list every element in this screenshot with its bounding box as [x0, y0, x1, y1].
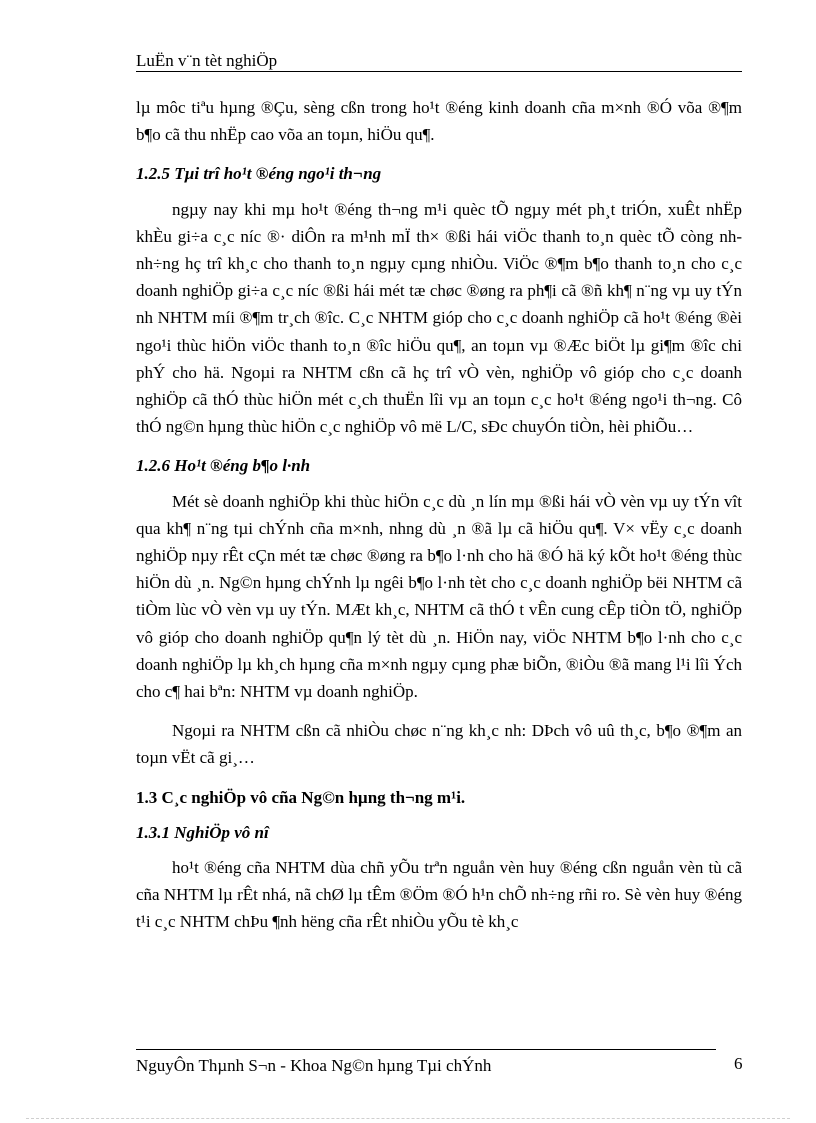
running-footer: NguyÔn Thµnh S¬n - Khoa Ng©n hµng Tµi chÝnh	[136, 1056, 492, 1075]
paragraph: ngµy nay khi mµ ho¹t ®éng th¬ng m¹i quèc tÕ ngµy mét ph¸t triÓn, xuÊt nhËp khÈu gi÷a c¸c níc ®· diÔn ra m¹nh mÏ th× ®ßi hái viÖc thanh to¸n quèc tÕ còng nh nh÷ng hç trî kh¸c cho thanh to¸n ngµy cµng nhiÒu. ViÖc ®¶m b¶o thanh to¸n cho c¸c doanh nghiÖp gi÷a c¸c níc ®ßi hái mét tæ chøc ®øng ra ph¶i cã ®ñ kh¶ n¨ng vµ uy tÝn nh NHTM míi ®¶m tr¸ch ®îc. C¸c NHTM gióp cho c¸c doanh nghiÖp cã ho¹t ®éng ®èi ngo¹i thùc hiÖn viÖc thanh to¸n ®îc hiÖu qu¶, an toµn vµ ®Æc biÖt lµ gi¶m ®îc chi phÝ cho hä. Ngoµi ra NHTM cßn cã hç trî vÒ vèn, nghiÖp vô gióp cho c¸c doanh nghiÖp cã thÓ thùc hiÖn mét c¸ch thuËn lîi vµ an toµn c¸c ho¹t ®éng ngo¹i th¬ng. Cô thÓ ng©n hµng thùc hiÖn c¸c nghiÖp vô më L/C, sÐc chuyÓn tiÒn, hèi phiÕu…	[136, 199, 742, 437]
paragraph: Ngoµi ra NHTM cßn cã nhiÒu chøc n¨ng kh¸c nh: DÞch vô uû th¸c, b¶o ®¶m an toµn vËt cã gi¸…	[136, 721, 742, 768]
paragraph: lµ môc tiªu hµng ®Çu, sèng cßn trong ho¹t ®éng kinh doanh cña m×nh ®Ó võa ®¶m b¶o cã thu nhËp cao võa an toµn, hiÖu qu¶.	[136, 98, 742, 145]
running-header: LuËn v¨n tèt nghiÖp	[136, 51, 278, 70]
page-number: 6	[734, 1054, 743, 1073]
paragraph: ho¹t ®éng cña NHTM dùa chñ yÕu trªn nguån vèn huy ®éng cßn nguån vèn tù cã cña NHTM lµ rÊt nhá, nã chØ lµ tÊm ®Öm ®Ó h¹n chÕ nh÷ng rñi ro. Sè vèn huy ®éng t¹i c¸c NHTM chÞu ¶nh hëng cña rÊt nhiÒu yÕu tè kh¸c	[136, 858, 742, 932]
footer-divider	[136, 1049, 716, 1050]
body-content	[136, 94, 742, 948]
section-heading-1-2-5: 1.2.5 Tµi trî ho¹t ®éng ngo¹i th¬ng	[136, 164, 382, 184]
header-divider	[136, 71, 742, 72]
section-heading-1-3-1: 1.3.1 NghiÖp vô nî	[136, 822, 269, 842]
section-heading-1-3: 1.3 C¸c nghiÖp vô cña Ng©n hµng th¬ng m¹i.	[136, 787, 466, 807]
paragraph: Mét sè doanh nghiÖp khi thùc hiÖn c¸c dù ¸n lín mµ ®ßi hái vÒ vèn vµ uy tÝn vît qua kh¶ n¨ng tµi chÝnh cña m×nh, nhng dù ¸n ®ã lµ cã hiÖu qu¶. V× vËy c¸c doanh nghiÖp nµy rÊt cÇn mét tæ chøc ®øng ra b¶o l·nh cho hä ®Ó hä ký kÕt ho¹t ®éng thùc hiÖn dù ¸n. Ng©n hµng chÝnh lµ ngêi b¶o l·nh tèt cho c¸c doanh nghiÖp bëi NHTM cã tiÒm lùc vÒ vèn vµ uy tÝn. MÆt kh¸c, NHTM cã thÓ t vÊn cung cÊp tiÒn tÖ, nghiÖp vô gióp cho doanh nghiÖp qu¶n lý tèt dù ¸n. HiÖn nay, viÖc NHTM b¶o l·nh cho c¸c doanh nghiÖp lµ kh¸ch hµng cña m×nh ngµy cµng phæ biÕn, ®iÒu ®ã mang l¹i lîi Ých cho c¶ hai bªn: NHTM vµ doanh nghiÖp.	[136, 491, 742, 702]
page-bottom-border	[26, 1118, 790, 1119]
section-heading-1-2-6: 1.2.6 Ho¹t ®éng b¶o l·nh	[136, 456, 311, 476]
